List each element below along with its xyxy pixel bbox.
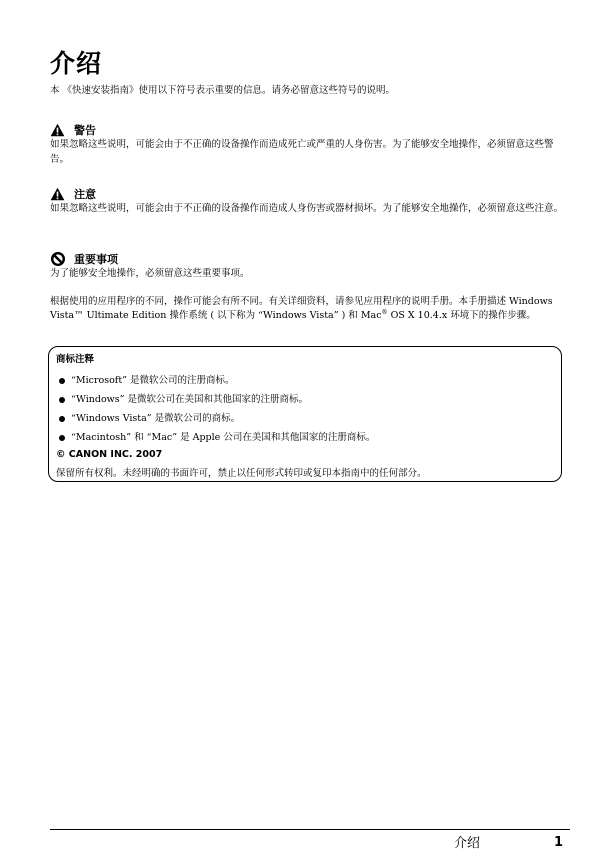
rights-statement: 保留所有权利。未经明确的书面许可，禁止以任何形式转印或复印本指南中的任何部分。 (56, 468, 427, 479)
trademark-box (48, 346, 562, 482)
warning-title: 警告 (74, 124, 96, 137)
trademark-item: “Windows” 是微软公司在美国和其他国家的注册商标。 (56, 390, 554, 409)
footer-divider (50, 829, 570, 830)
trademark-item: “Microsoft” 是微软公司的注册商标。 (56, 371, 554, 390)
caution-body: 如果忽略这些说明，可能会由于不正确的设备操作而造成人身伤害或器材损坏。为了能够安全地操作，必须留意这些注意。 (50, 203, 564, 214)
caution-title: 注意 (74, 188, 96, 201)
bullet-icon (59, 378, 65, 384)
important-heading (50, 252, 570, 266)
warning-heading (50, 123, 570, 137)
bullet-icon (59, 397, 65, 403)
bullet-icon (59, 435, 65, 441)
trademark-list (56, 371, 554, 447)
page-title: 介绍 (50, 49, 103, 78)
trademark-item: “Macintosh” 和 “Mac” 是 Apple 公司在美国和其他国家的注册商标。 (56, 428, 554, 447)
warning-body: 如果忽略这些说明，可能会由于不正确的设备操作而造成死亡或严重的人身伤害。为了能够安全地操作，必须留意这些警告。 (50, 139, 554, 165)
important-section (50, 252, 570, 282)
caution-triangle-icon (50, 187, 65, 201)
page-number: 1 (554, 835, 564, 850)
trademark-item: “Windows Vista” 是微软公司的商标。 (56, 409, 554, 428)
caution-section (50, 187, 570, 217)
copyright-line: © CANON INC. 2007 (56, 449, 163, 460)
trademark-title: 商标注释 (56, 354, 95, 365)
warning-triangle-icon (50, 123, 65, 137)
bullet-icon (59, 416, 65, 422)
usage-text-a: 根据使用的应用程序的不同，操作可能会有所不同。有关详细资料，请参见应用程序的说明手册。本手册描述 Windows Vista™ Ultimate Edition 操作系统 ( 以下称为 “Windows Vista” ) 和 Mac (50, 296, 553, 321)
warning-section (50, 123, 570, 167)
intro-text: 本 《快速安装指南》使用以下符号表示重要的信息。请务必留意这些符号的说明。 (50, 85, 396, 96)
usage-paragraph (50, 295, 570, 323)
prohibition-icon (50, 252, 65, 266)
footer-section-label: 介绍 (454, 836, 481, 851)
caution-heading (50, 187, 570, 201)
registered-mark: ® (381, 309, 388, 316)
usage-text-b: OS X 10.4.x 环境下的操作步骤。 (387, 310, 536, 321)
important-title: 重要事项 (74, 253, 118, 266)
important-body: 为了能够安全地操作，必须留意这些重要事项。 (50, 268, 250, 279)
